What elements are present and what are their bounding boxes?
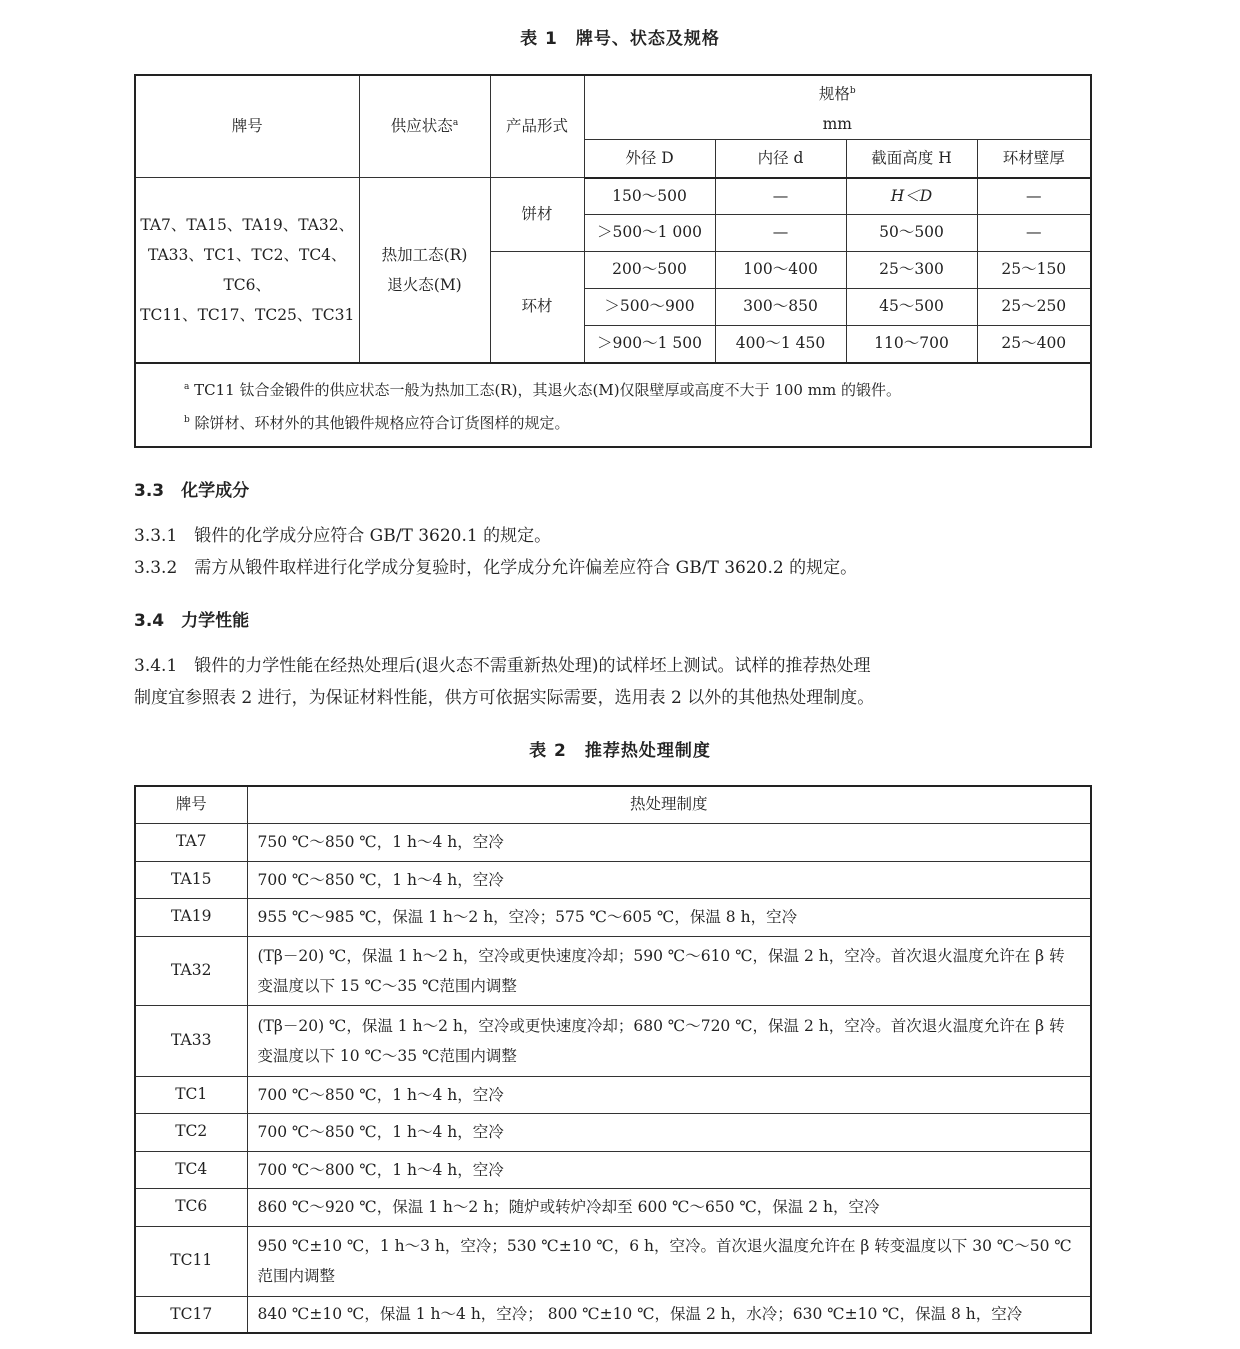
table-row (135, 1188, 1091, 1226)
cell: 45～500 (846, 289, 977, 326)
table-row (135, 861, 1091, 898)
grade-cell: TA33 (135, 1005, 247, 1076)
states-cell: 热加工态(R) 退火态(M) (359, 178, 490, 363)
table-row (135, 178, 1091, 215)
table-row (135, 1005, 1091, 1076)
header-grade: 牌号 (135, 75, 359, 178)
header-regime: 热处理制度 (247, 786, 1091, 823)
header-supply-state: 供应状态$^a$ (359, 75, 490, 178)
cell: 100～400 (715, 252, 846, 289)
grade-cell: TC2 (135, 1113, 247, 1151)
section-heading-3-4: 3.4 力学性能 (134, 611, 250, 631)
cell: 200～500 (584, 252, 715, 289)
cell: H＜D (846, 178, 977, 215)
cell: 25～250 (977, 289, 1091, 326)
cell: — (977, 178, 1091, 215)
cell: — (715, 215, 846, 252)
regime-cell: 840 ℃±10 ℃，保温 1 h～4 h，空冷； 800 ℃±10 ℃，保温 2 h，水冷；630 ℃±10 ℃，保温 8 h，空冷 (247, 1296, 1091, 1333)
regime-cell: 950 ℃±10 ℃，1 h～3 h，空冷；530 ℃±10 ℃，6 h，空冷。首次退火温度允许在 β 转变温度以下 30 ℃～50 ℃范围内调整 (247, 1226, 1091, 1296)
cell: — (977, 215, 1091, 252)
table-row (135, 1076, 1091, 1113)
paragraph-3-3-1: 3.3.1 锻件的化学成分应符合 GB/T 3620.1 的规定。 (134, 526, 552, 546)
cell: ＞900～1 500 (584, 326, 715, 363)
cell: 300～850 (715, 289, 846, 326)
table-row (135, 1151, 1091, 1188)
grade-cell: TA19 (135, 898, 247, 936)
table-row (135, 1113, 1091, 1151)
footnote-a: $^a$ TC11 钛合金锻件的供应状态一般为热加工态(R)，其退火态(M)仅限壁厚或高度不大于 100 mm 的锻件。 (184, 380, 901, 399)
grade-cell: TC17 (135, 1296, 247, 1333)
grade-cell: TA7 (135, 823, 247, 861)
section-heading-3-3: 3.3 化学成分 (134, 481, 250, 501)
cell: ＞500～1 000 (584, 215, 715, 252)
cell: — (715, 178, 846, 215)
cell: 25～400 (977, 326, 1091, 363)
cell: 25～150 (977, 252, 1091, 289)
paragraph-3-3-2: 3.3.2 需方从锻件取样进行化学成分复验时，化学成分允许偏差应符合 GB/T 3620.2 的规定。 (134, 558, 858, 578)
cell: 150～500 (584, 178, 715, 215)
header-inner-diameter: 内径 d (715, 140, 846, 178)
form-ring: 环材 (490, 252, 584, 363)
table1 (134, 74, 1092, 448)
header-section-height: 截面高度 H (846, 140, 977, 178)
grade-cell: TA32 (135, 936, 247, 1005)
paragraph-3-4-1: 3.4.1 锻件的力学性能在经热处理后(退火态不需重新热处理)的试样坯上测试。试样的推荐热处理 制度宜参照表 2 进行，为保证材料性能，供方可依据实际需要，选用表 2 以外的其他热处理制度。 (134, 656, 875, 708)
header-product-form: 产品形式 (490, 75, 584, 178)
table-row (135, 1226, 1091, 1296)
header-grade: 牌号 (135, 786, 247, 823)
table1-footnotes (135, 363, 1091, 447)
grade-cell: TC6 (135, 1188, 247, 1226)
table-row (135, 1296, 1091, 1333)
regime-cell: 955 ℃～985 ℃，保温 1 h～2 h，空冷；575 ℃～605 ℃，保温 8 h，空冷 (247, 898, 1091, 936)
table2-caption: 表 2 推荐热处理制度 (529, 741, 711, 761)
regime-cell: 700 ℃～850 ℃，1 h～4 h，空冷 (247, 1113, 1091, 1151)
regime-cell: 700 ℃～800 ℃，1 h～4 h，空冷 (247, 1151, 1091, 1188)
regime-cell: (Tβ－20) ℃，保温 1 h～2 h，空冷或更快速度冷却；680 ℃～720 ℃，保温 2 h，空冷。首次退火温度允许在 β 转变温度以下 10 ℃～35 ℃范围内调整 (247, 1005, 1091, 1076)
regime-cell: (Tβ－20) ℃，保温 1 h～2 h，空冷或更快速度冷却；590 ℃～610 ℃，保温 2 h，空冷。首次退火温度允许在 β 转变温度以下 15 ℃～35 ℃范围内调整 (247, 936, 1091, 1005)
header-spec: 规格$^b$ mm (584, 75, 1091, 140)
regime-cell: 700 ℃～850 ℃，1 h～4 h，空冷 (247, 861, 1091, 898)
cell: 110～700 (846, 326, 977, 363)
grade-cell: TA15 (135, 861, 247, 898)
grade-cell: TC4 (135, 1151, 247, 1188)
cell: ＞500～900 (584, 289, 715, 326)
cell: 25～300 (846, 252, 977, 289)
footnote-b: $^b$ 除饼材、环材外的其他锻件规格应符合订货图样的规定。 (184, 413, 570, 432)
table1-caption: 表 1 牌号、状态及规格 (520, 29, 720, 49)
table-row (135, 936, 1091, 1005)
form-disc: 饼材 (490, 178, 584, 252)
regime-cell: 750 ℃～850 ℃，1 h～4 h，空冷 (247, 823, 1091, 861)
table-row (135, 823, 1091, 861)
header-outer-diameter: 外径 D (584, 140, 715, 178)
grades-cell: TA7、TA15、TA19、TA32、 TA33、TC1、TC2、TC4、TC6、 TC11、TC17、TC25、TC31 (135, 178, 359, 363)
grade-cell: TC11 (135, 1226, 247, 1296)
cell: 50～500 (846, 215, 977, 252)
grade-cell: TC1 (135, 1076, 247, 1113)
header-ring-wall: 环材壁厚 (977, 140, 1091, 178)
table2 (134, 785, 1092, 1334)
table-row (135, 898, 1091, 936)
regime-cell: 860 ℃～920 ℃，保温 1 h～2 h；随炉或转炉冷却至 600 ℃～650 ℃，保温 2 h，空冷 (247, 1188, 1091, 1226)
cell: 400～1 450 (715, 326, 846, 363)
regime-cell: 700 ℃～850 ℃，1 h～4 h，空冷 (247, 1076, 1091, 1113)
